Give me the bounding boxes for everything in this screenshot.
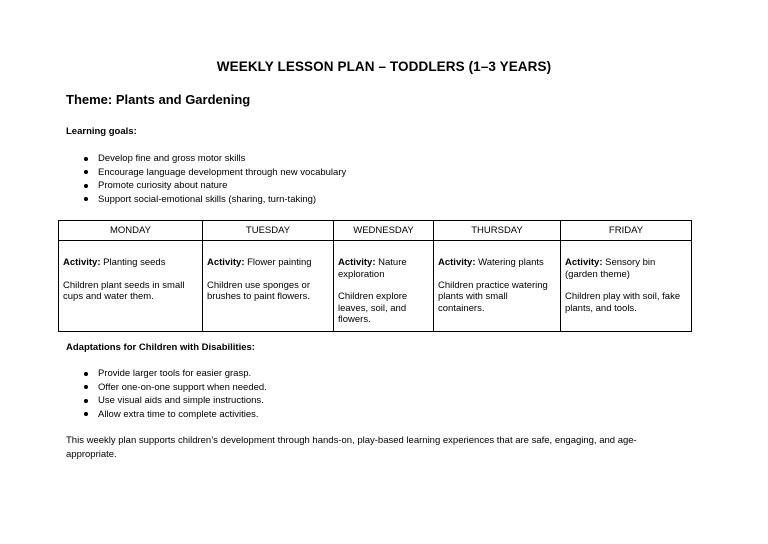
activity-description: Children play with soil, fake plants, and tools. <box>565 291 681 314</box>
adaptations-heading: Adaptations for Children with Disabilities: <box>66 342 255 353</box>
document-title: WEEKLY LESSON PLAN – TODDLERS (1–3 YEARS) <box>216 59 552 74</box>
list-item: Support social-emotional skills (sharing, turn-taking) <box>66 193 346 207</box>
activity-name: Nature exploration <box>338 257 407 280</box>
theme-heading: Theme: Plants and Gardening <box>66 92 251 107</box>
wednesday-cell <box>334 241 434 332</box>
list-item: Use visual aids and simple instructions. <box>66 394 267 408</box>
list-item: Develop fine and gross motor skills <box>66 152 346 166</box>
list-item: Encourage language development through new vocabulary <box>66 166 346 180</box>
summary-paragraph: This weekly plan supports children’s development through hands-on, play-based learning experiences that are safe, engaging, and age-appropriate. <box>66 435 637 460</box>
activity-label: Activity: <box>565 257 603 268</box>
day-header-tuesday: TUESDAY <box>203 221 334 241</box>
monday-cell <box>59 241 203 332</box>
activity-description: Children explore leaves, soil, and flowers. <box>338 291 408 326</box>
activity-name: Sensory bin (garden theme) <box>565 257 656 280</box>
activity-name: Watering plants <box>475 257 544 268</box>
friday-cell <box>561 241 692 332</box>
day-header-monday: MONDAY <box>59 221 203 241</box>
adaptations-list <box>66 367 267 421</box>
thursday-cell <box>434 241 561 332</box>
list-item: Offer one-on-one support when needed. <box>66 381 267 395</box>
activity-description: Children plant seeds in small cups and water them. <box>63 279 185 303</box>
activity-description: Children use sponges or brushes to paint flowers. <box>207 279 310 303</box>
day-header-wednesday: WEDNESDAY <box>334 221 434 241</box>
day-header-friday: FRIDAY <box>561 221 692 241</box>
activity-label: Activity: <box>438 257 476 268</box>
weekly-plan-table <box>58 220 692 332</box>
table-row <box>59 241 692 332</box>
tuesday-cell <box>203 241 334 332</box>
learning-goals-list <box>66 152 346 206</box>
activity-label: Activity: <box>338 257 376 268</box>
activity-name: Flower painting <box>244 257 312 268</box>
list-item: Promote curiosity about nature <box>66 179 346 193</box>
list-item: Provide larger tools for easier grasp. <box>66 367 267 381</box>
activity-label: Activity: <box>207 257 245 268</box>
table-header-row <box>59 221 692 241</box>
activity-name: Planting seeds <box>100 257 166 268</box>
activity-label: Activity: <box>63 257 101 268</box>
day-header-thursday: THURSDAY <box>434 221 561 241</box>
list-item: Allow extra time to complete activities. <box>66 408 267 422</box>
learning-goals-heading: Learning goals: <box>66 126 137 137</box>
activity-description: Children practice watering plants with small containers. <box>438 279 548 314</box>
